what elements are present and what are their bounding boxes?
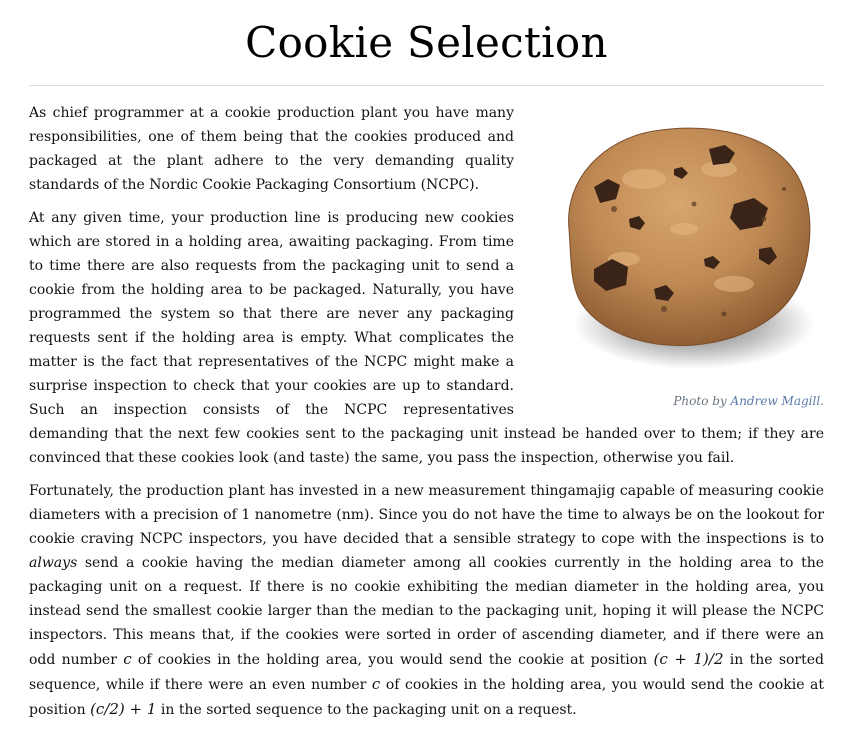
photo-credit bbox=[534, 393, 824, 409]
cookie-figure bbox=[534, 109, 824, 409]
title-divider bbox=[29, 85, 824, 86]
p3-text-d: in the sorted sequence, while if there were an even number bbox=[29, 652, 824, 693]
page-title: Cookie Selection bbox=[245, 18, 608, 67]
p3-text-a: Fortunately, the production plant has invested in a new measurement thingamajig capable of measuring cookie diameters with a precision of 1 nanometre (nm). Since you do not have the time to always be on the lookout for cookie craving NCPC inspectors, you have decided that a sensible strategy to cope with the inspections is to bbox=[29, 483, 824, 547]
cookie-image bbox=[534, 109, 824, 389]
math-var-c-even: c bbox=[371, 675, 381, 693]
photo-credit-prefix: Photo by bbox=[673, 394, 731, 408]
p3-text-f: in the sorted sequence to the packaging unit on a request. bbox=[156, 702, 577, 718]
photographer-link[interactable]: Andrew Magill bbox=[730, 394, 821, 408]
p3-emphasis: always bbox=[29, 555, 78, 571]
paragraph-median-strategy bbox=[29, 479, 824, 722]
paragraph-intro: As chief programmer at a cookie production plant you have many responsibilities, one of them being that the cookies produced and packaged at the plant adhere to the very demanding quality standards of the Nordic Cookie Packaging Consortium (NCPC). bbox=[29, 105, 514, 193]
cookie-photo bbox=[534, 109, 824, 389]
p3-text-e: of cookies in the holding area, you would send the cookie at position bbox=[29, 677, 824, 718]
math-odd-position: (c + 1)/2 bbox=[653, 650, 724, 668]
paragraph-production-line: At any given time, your production line is producing new cookies which are stored in a holding area, awaiting packaging. From time to time there are also requests from the packaging unit to send a cookie from the holding area to be packaged. Naturally, you have programmed the system so that there are never any packaging requests sent if the holding area is empty. What complicates the matter is the fact that representatives of the NCPC might make a surprise inspection to check that your cookies are up to standard. Such an inspection consists of the NCPC representatives demanding that the next few cookies sent to the packaging unit instead be handed over to them; if they are convinced that these cookies look (and taste) the same, you pass the inspection, otherwise you fail. bbox=[29, 210, 824, 466]
math-var-c: c bbox=[123, 650, 132, 668]
photo-credit-suffix: . bbox=[820, 394, 824, 408]
p3-text-c: of cookies in the holding area, you would send the cookie at position bbox=[131, 652, 654, 668]
math-even-position: (c/2) + 1 bbox=[90, 700, 157, 718]
problem-page bbox=[29, 0, 824, 731]
problem-statement bbox=[29, 101, 824, 722]
p3-text-b: send a cookie having the median diameter among all cookies currently in the holding area to the packaging unit on a request. If there is no cookie exhibiting the median diameter in the holding area, you instead send the smallest cookie larger than the median to the packaging unit, hoping it will please the NCPC inspectors. This means that, if the cookies were sorted in order of ascending diameter, and if there were an odd number bbox=[29, 555, 824, 668]
